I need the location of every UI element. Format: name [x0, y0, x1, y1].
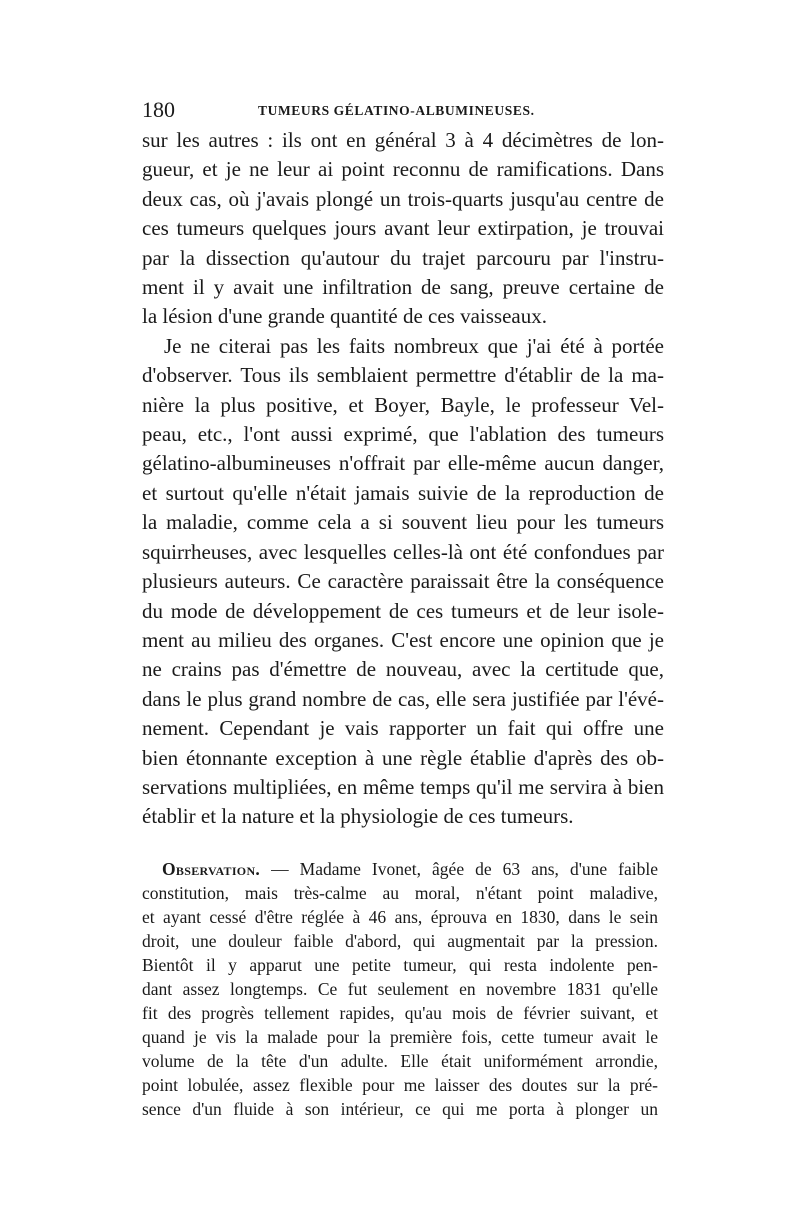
text-line: ces tumeurs quelques jours avant leur extirpation, je trouvai: [142, 216, 664, 240]
page-header: [142, 98, 662, 122]
text-line: deux cas, où j'avais plongé un trois-quarts jusqu'au centre de: [142, 187, 664, 211]
text-line: ment il y avait une infiltration de sang, preuve certaine de: [142, 275, 664, 299]
text-line: et ayant cessé d'être réglée à 46 ans, éprouva en 1830, dans le sein: [142, 907, 658, 927]
text-line: squirrheuses, avec lesquelles celles-là ont été confondues par: [142, 540, 664, 564]
running-title: TUMEURS GÉLATINO-ALBUMINEUSES.: [258, 103, 535, 118]
text-line: d'observer. Tous ils semblaient permettre d'établir de la ma-: [142, 363, 664, 387]
text-line: ne crains pas d'émettre de nouveau, avec la certitude que,: [142, 657, 664, 681]
text-line: la lésion d'une grande quantité de ces vaisseaux.: [142, 304, 547, 328]
text-line: peau, etc., l'ont aussi exprimé, que l'ablation des tumeurs: [142, 422, 664, 446]
text-line: dans le plus grand nombre de cas, elle sera justifiée par l'évé-: [142, 687, 664, 711]
text-line: sur les autres : ils ont en général 3 à 4 décimètres de lon-: [142, 128, 664, 152]
text-line: gueur, et je ne leur ai point reconnu de ramifications. Dans: [142, 157, 664, 181]
text-line: la maladie, comme cela a si souvent lieu pour les tumeurs: [142, 510, 664, 534]
text-line: établir et la nature et la physiologie de ces tumeurs.: [142, 804, 574, 828]
text-line: dant assez longtemps. Ce fut seulement en novembre 1831 qu'elle: [142, 979, 658, 999]
observation-first-line: [162, 857, 658, 881]
text-line: constitution, mais très-calme au moral, n'étant point maladive,: [142, 883, 658, 903]
text-line: droit, une douleur faible d'abord, qui augmentait par la pression.: [142, 931, 658, 951]
text-line: nement. Cependant je vais rapporter un fait qui offre une: [142, 716, 664, 740]
text-line: Je ne citerai pas les faits nombreux que j'ai été à portée: [164, 334, 664, 358]
observation-label: Observation.: [162, 859, 261, 879]
text-line: point lobulée, assez flexible pour me laisser des doutes sur la pré-: [142, 1075, 658, 1095]
text-line: du mode de développement de ces tumeurs et de leur isole-: [142, 599, 664, 623]
text-line: par la dissection qu'autour du trajet parcouru par l'instru-: [142, 246, 664, 270]
text-line: ment au milieu des organes. C'est encore une opinion que je: [142, 628, 664, 652]
text-line: sence d'un fluide à son intérieur, ce qui me porta à plonger un: [142, 1099, 658, 1119]
text-line: bien étonnante exception à une règle établie d'après des ob-: [142, 746, 664, 770]
observation-first-line-text: — Madame Ivonet, âgée de 63 ans, d'une faible: [260, 859, 658, 879]
text-line: plusieurs auteurs. Ce caractère paraissait être la conséquence: [142, 569, 664, 593]
text-line: et surtout qu'elle n'était jamais suivie de la reproduction de: [142, 481, 664, 505]
text-line: quand je vis la malade pour la première fois, cette tumeur avait le: [142, 1027, 658, 1047]
page-number: 180: [142, 97, 175, 122]
text-line: servations multipliées, en même temps qu'il me servira à bien: [142, 775, 664, 799]
text-line: fit des progrès tellement rapides, qu'au mois de février suivant, et: [142, 1003, 658, 1023]
text-line: gélatino-albumineuses n'offrait par elle-même aucun danger,: [142, 451, 664, 475]
text-line: nière la plus positive, et Boyer, Bayle, le professeur Vel-: [142, 393, 664, 417]
text-line: volume de la tête d'un adulte. Elle était uniformément arrondie,: [142, 1051, 658, 1071]
text-line: Bientôt il y apparut une petite tumeur, qui resta indolente pen-: [142, 955, 658, 975]
